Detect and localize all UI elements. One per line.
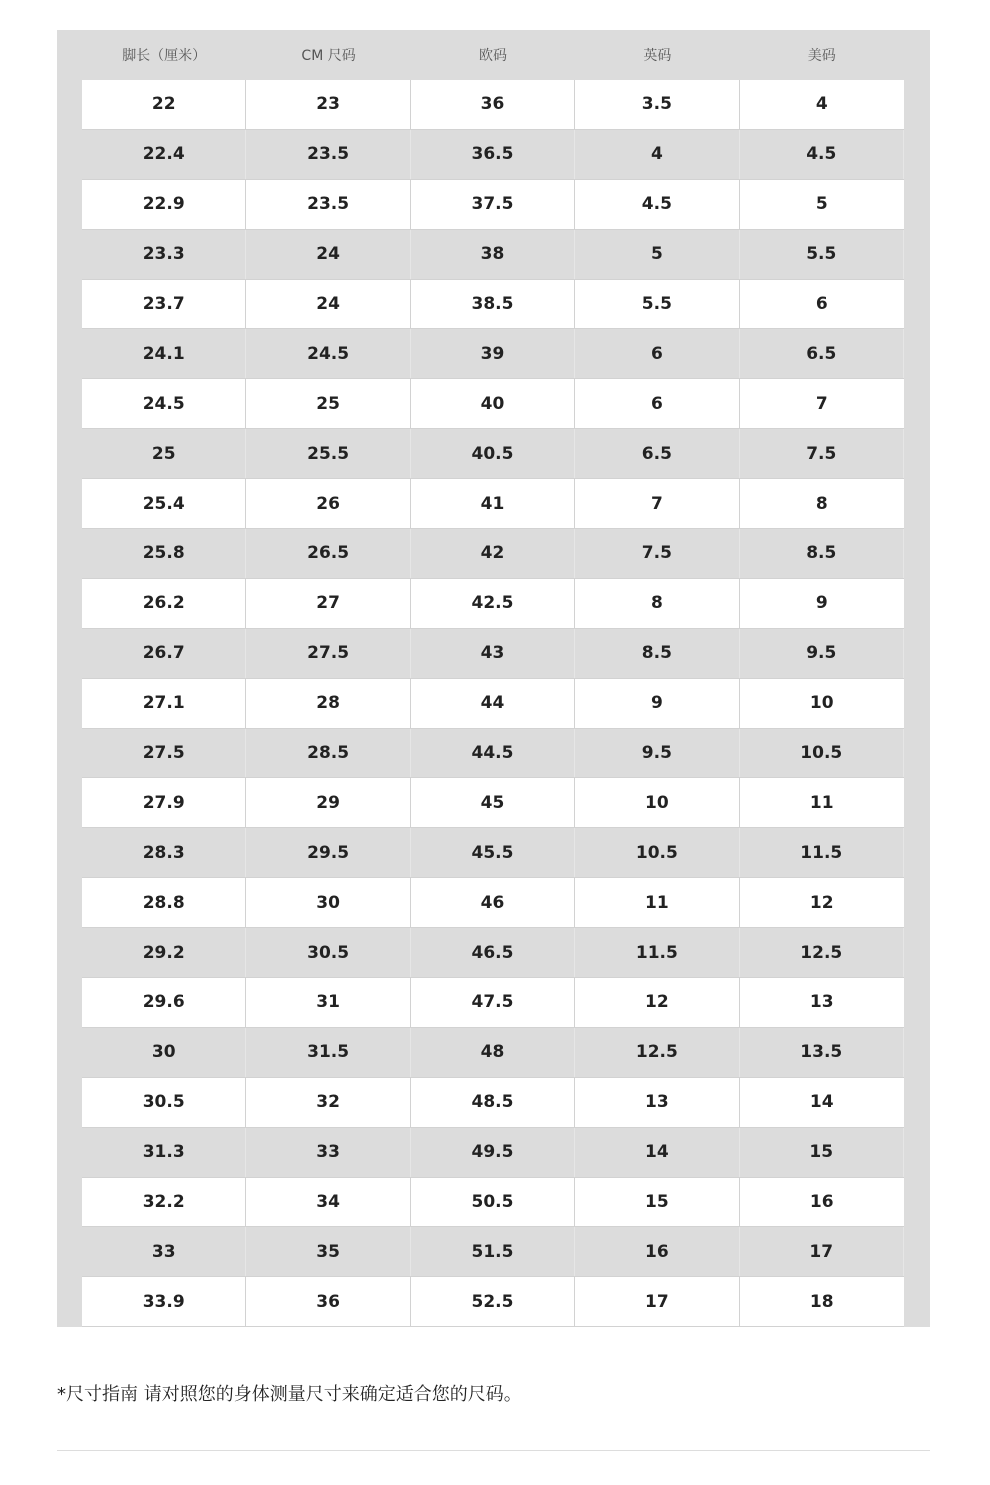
size-table-body bbox=[82, 80, 904, 1327]
cell-cm-size: 29 bbox=[246, 778, 410, 827]
cell-us-size: 10.5 bbox=[740, 729, 904, 778]
cell-cm-size: 27.5 bbox=[246, 629, 410, 678]
table-row bbox=[82, 629, 904, 679]
cell-us-size: 10 bbox=[809, 693, 834, 714]
cell-us-size: 4 bbox=[815, 94, 828, 115]
header-eu-size: 欧码 bbox=[478, 48, 507, 64]
cell-eu-size: 46.5 bbox=[411, 928, 575, 977]
table-row bbox=[82, 1078, 904, 1128]
cell-us-size: 12.5 bbox=[740, 928, 904, 977]
cell-cm-size: 36 bbox=[246, 1277, 410, 1326]
size-table-header bbox=[82, 30, 904, 80]
cell-us-size: 11.5 bbox=[740, 828, 904, 877]
cell-us-size: 6 bbox=[815, 294, 828, 314]
cell-foot-length: 22 bbox=[82, 80, 246, 129]
cell-foot-length: 23.7 bbox=[82, 280, 246, 329]
cell-cm-size: 30.5 bbox=[246, 928, 410, 977]
cell-eu-size: 42.5 bbox=[411, 579, 575, 628]
cell-uk-size: 5 bbox=[575, 230, 739, 279]
cell-foot-length: 22.4 bbox=[82, 130, 246, 179]
cell-uk-size: 7.5 bbox=[575, 529, 739, 578]
cell-us-size: 5.5 bbox=[740, 230, 904, 279]
cell-us-size: 7 bbox=[815, 393, 828, 414]
cell-us-size: 12 bbox=[809, 892, 834, 913]
cell-uk-size: 6 bbox=[575, 329, 739, 378]
table-row bbox=[82, 579, 904, 629]
table-row bbox=[82, 80, 904, 130]
table-row bbox=[82, 429, 904, 479]
cell-eu-size: 52.5 bbox=[411, 1277, 575, 1326]
cell-foot-length: 26.2 bbox=[82, 579, 246, 628]
cell-uk-size: 8 bbox=[575, 579, 739, 628]
cell-cm-size: 23.5 bbox=[246, 130, 410, 179]
cell-foot-length: 23.3 bbox=[82, 230, 246, 279]
cell-uk-size: 12 bbox=[575, 978, 739, 1027]
cell-foot-length: 25.8 bbox=[82, 529, 246, 578]
cell-us-size: 16 bbox=[809, 1192, 834, 1213]
cell-foot-length: 25.4 bbox=[82, 479, 246, 528]
cell-eu-size: 48.5 bbox=[411, 1078, 575, 1127]
cell-us-size: 17 bbox=[740, 1227, 904, 1276]
cell-cm-size: 35 bbox=[246, 1227, 410, 1276]
cell-uk-size: 8.5 bbox=[575, 629, 739, 678]
cell-uk-size: 15 bbox=[575, 1178, 739, 1227]
table-row bbox=[82, 529, 904, 579]
cell-eu-size: 37.5 bbox=[411, 180, 575, 229]
cell-eu-size: 41 bbox=[411, 479, 575, 528]
cell-foot-length: 32.2 bbox=[82, 1178, 246, 1227]
cell-cm-size: 26.5 bbox=[246, 529, 410, 578]
cell-eu-size: 40 bbox=[411, 379, 575, 428]
cell-foot-length: 29.2 bbox=[82, 928, 246, 977]
cell-uk-size: 12.5 bbox=[575, 1028, 739, 1077]
table-row bbox=[82, 778, 904, 828]
cell-cm-size: 24.5 bbox=[246, 329, 410, 378]
cell-us-size: 13 bbox=[809, 992, 834, 1013]
cell-cm-size: 34 bbox=[246, 1178, 410, 1227]
cell-us-size: 18 bbox=[809, 1291, 834, 1312]
table-row bbox=[82, 1028, 904, 1078]
cell-cm-size: 28.5 bbox=[246, 729, 410, 778]
cell-eu-size: 43 bbox=[411, 629, 575, 678]
cell-us-size: 9 bbox=[815, 593, 828, 614]
cell-foot-length: 24.5 bbox=[82, 379, 246, 428]
table-row bbox=[82, 1227, 904, 1277]
cell-eu-size: 51.5 bbox=[411, 1227, 575, 1276]
table-row bbox=[82, 280, 904, 330]
cell-foot-length: 29.6 bbox=[82, 978, 246, 1027]
cell-uk-size: 11 bbox=[575, 878, 739, 927]
table-row bbox=[82, 130, 904, 180]
cell-eu-size: 48 bbox=[411, 1028, 575, 1077]
cell-us-size: 15 bbox=[740, 1128, 904, 1177]
cell-uk-size: 14 bbox=[575, 1128, 739, 1177]
cell-cm-size: 33 bbox=[246, 1128, 410, 1177]
divider bbox=[57, 1450, 930, 1451]
size-guide-note: *尺寸指南 请对照您的身体测量尺寸来确定适合您的尺码。 bbox=[57, 1384, 522, 1405]
cell-cm-size: 32 bbox=[246, 1078, 410, 1127]
table-row bbox=[82, 479, 904, 529]
table-row bbox=[82, 1178, 904, 1228]
cell-uk-size: 5.5 bbox=[575, 280, 739, 329]
cell-uk-size: 17 bbox=[575, 1277, 739, 1326]
cell-uk-size: 9 bbox=[575, 679, 739, 728]
cell-foot-length: 24.1 bbox=[82, 329, 246, 378]
cell-cm-size: 30 bbox=[246, 878, 410, 927]
table-row bbox=[82, 928, 904, 978]
cell-us-size: 9.5 bbox=[740, 629, 904, 678]
cell-us-size: 8.5 bbox=[740, 529, 904, 578]
cell-uk-size: 16 bbox=[575, 1227, 739, 1276]
cell-uk-size: 10.5 bbox=[575, 828, 739, 877]
table-row bbox=[82, 379, 904, 429]
cell-eu-size: 38.5 bbox=[411, 280, 575, 329]
cell-uk-size: 6.5 bbox=[575, 429, 739, 478]
table-row bbox=[82, 828, 904, 878]
cell-foot-length: 28.3 bbox=[82, 828, 246, 877]
cell-cm-size: 31.5 bbox=[246, 1028, 410, 1077]
header-cm-size: CM 尺码 bbox=[301, 48, 356, 64]
cell-cm-size: 24 bbox=[246, 280, 410, 329]
cell-uk-size: 11.5 bbox=[575, 928, 739, 977]
table-row bbox=[82, 729, 904, 779]
cell-cm-size: 23 bbox=[246, 80, 410, 129]
cell-foot-length: 27.9 bbox=[82, 778, 246, 827]
table-row bbox=[82, 878, 904, 928]
cell-cm-size: 31 bbox=[246, 978, 410, 1027]
cell-foot-length: 28.8 bbox=[82, 878, 246, 927]
table-row bbox=[82, 180, 904, 230]
cell-cm-size: 25 bbox=[246, 379, 410, 428]
table-row bbox=[82, 329, 904, 379]
cell-foot-length: 26.7 bbox=[82, 629, 246, 678]
cell-us-size: 7.5 bbox=[740, 429, 904, 478]
cell-eu-size: 47.5 bbox=[411, 978, 575, 1027]
cell-uk-size: 6 bbox=[575, 379, 739, 428]
cell-eu-size: 49.5 bbox=[411, 1128, 575, 1177]
cell-foot-length: 33 bbox=[82, 1227, 246, 1276]
table-row bbox=[82, 679, 904, 729]
cell-foot-length: 31.3 bbox=[82, 1128, 246, 1177]
cell-foot-length: 25 bbox=[82, 429, 246, 478]
cell-uk-size: 13 bbox=[575, 1078, 739, 1127]
cell-us-size: 8 bbox=[815, 493, 828, 514]
cell-eu-size: 38 bbox=[411, 230, 575, 279]
cell-cm-size: 25.5 bbox=[246, 429, 410, 478]
cell-eu-size: 46 bbox=[411, 878, 575, 927]
cell-cm-size: 27 bbox=[246, 579, 410, 628]
cell-uk-size: 7 bbox=[575, 479, 739, 528]
cell-eu-size: 45 bbox=[411, 778, 575, 827]
table-row bbox=[82, 230, 904, 280]
header-us-size: 美码 bbox=[807, 48, 836, 64]
cell-us-size: 13.5 bbox=[740, 1028, 904, 1077]
cell-eu-size: 44 bbox=[411, 679, 575, 728]
cell-eu-size: 45.5 bbox=[411, 828, 575, 877]
cell-us-size: 11 bbox=[809, 792, 834, 813]
cell-foot-length: 27.1 bbox=[82, 679, 246, 728]
header-uk-size: 英码 bbox=[643, 48, 672, 64]
cell-us-size: 5 bbox=[815, 194, 828, 215]
cell-foot-length: 30 bbox=[82, 1028, 246, 1077]
cell-cm-size: 23.5 bbox=[246, 180, 410, 229]
cell-eu-size: 36.5 bbox=[411, 130, 575, 179]
table-row bbox=[82, 1277, 904, 1327]
cell-cm-size: 29.5 bbox=[246, 828, 410, 877]
cell-cm-size: 28 bbox=[246, 679, 410, 728]
cell-uk-size: 4.5 bbox=[575, 180, 739, 229]
cell-eu-size: 42 bbox=[411, 529, 575, 578]
cell-us-size: 4.5 bbox=[740, 130, 904, 179]
cell-eu-size: 39 bbox=[411, 329, 575, 378]
cell-eu-size: 44.5 bbox=[411, 729, 575, 778]
cell-us-size: 14 bbox=[809, 1092, 834, 1113]
header-foot-length: 脚长（厘米） bbox=[122, 48, 207, 64]
table-row bbox=[82, 978, 904, 1028]
cell-eu-size: 40.5 bbox=[411, 429, 575, 478]
cell-uk-size: 3.5 bbox=[575, 80, 739, 129]
cell-cm-size: 26 bbox=[246, 479, 410, 528]
cell-cm-size: 24 bbox=[246, 230, 410, 279]
cell-uk-size: 9.5 bbox=[575, 729, 739, 778]
table-row bbox=[82, 1128, 904, 1178]
cell-foot-length: 22.9 bbox=[82, 180, 246, 229]
cell-uk-size: 4 bbox=[575, 130, 739, 179]
cell-foot-length: 27.5 bbox=[82, 729, 246, 778]
cell-uk-size: 10 bbox=[575, 778, 739, 827]
cell-eu-size: 36 bbox=[411, 80, 575, 129]
cell-foot-length: 33.9 bbox=[82, 1277, 246, 1326]
cell-foot-length: 30.5 bbox=[82, 1078, 246, 1127]
cell-eu-size: 50.5 bbox=[411, 1178, 575, 1227]
cell-us-size: 6.5 bbox=[740, 329, 904, 378]
